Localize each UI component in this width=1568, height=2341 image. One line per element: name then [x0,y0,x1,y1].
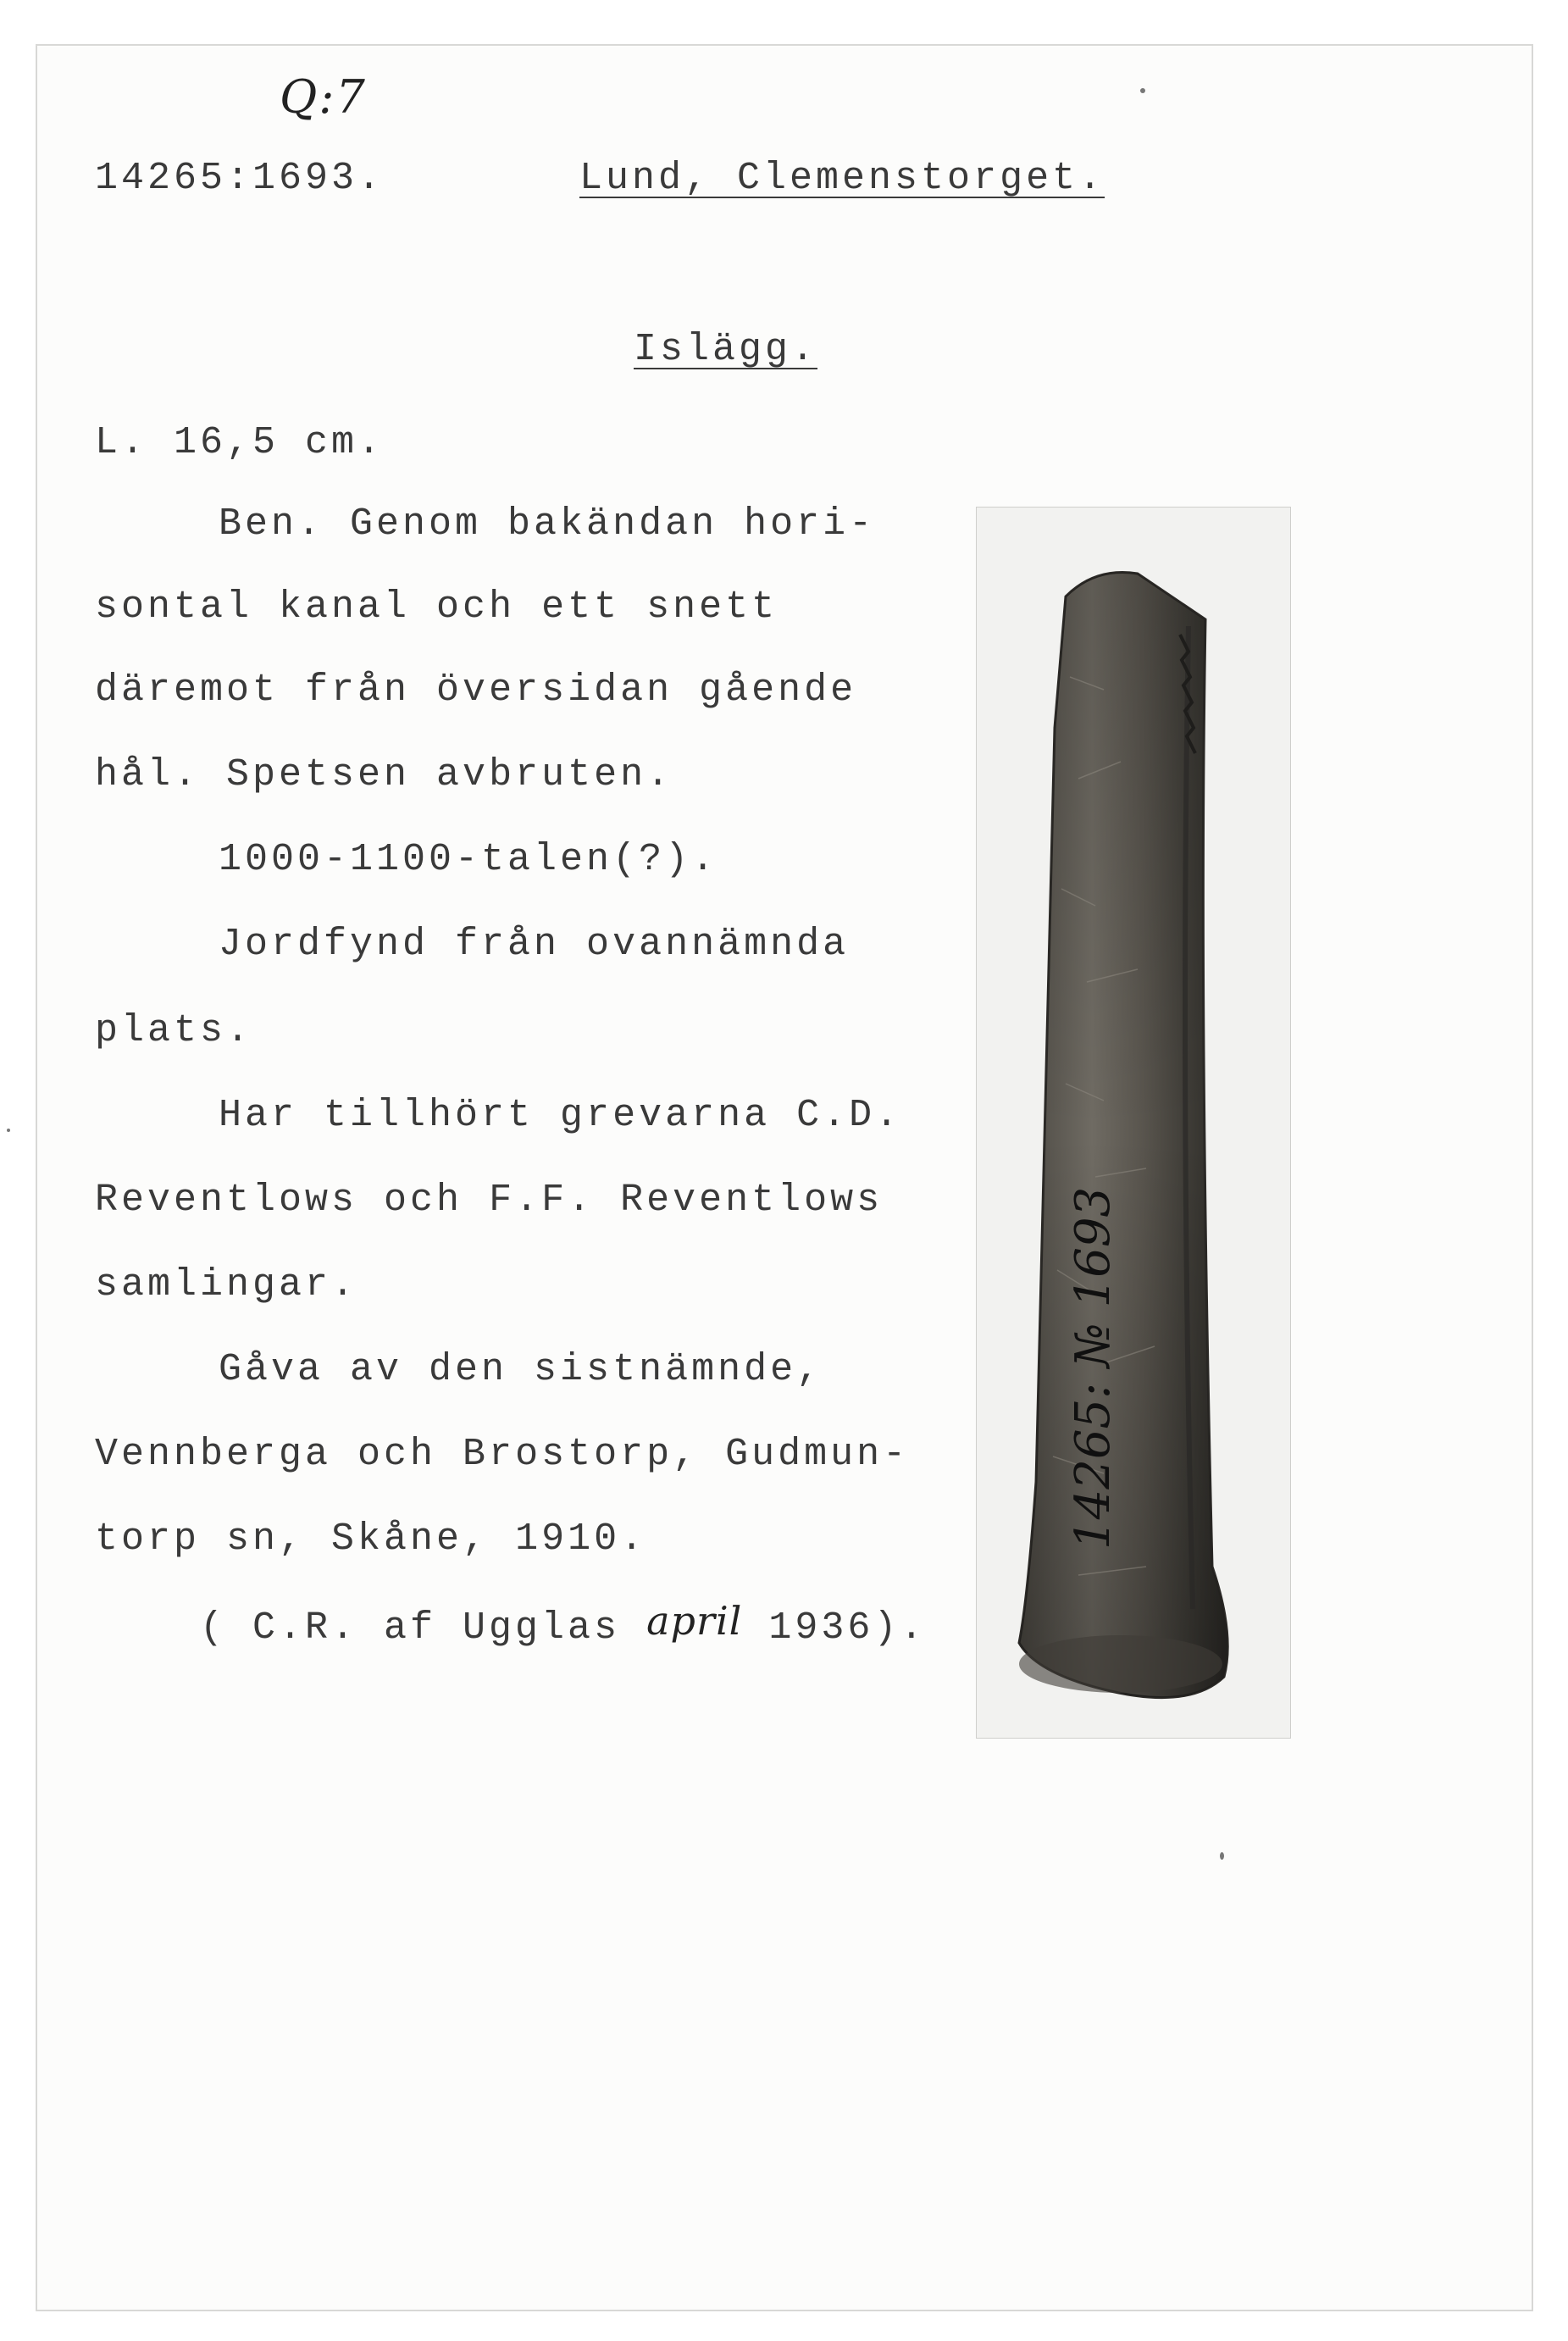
catalog-number: 14265:1693. [95,157,385,200]
provenance-line: Reventlows och F.F. Reventlows [95,1179,884,1222]
object-inscription: 14265: № 1693 [1066,1186,1121,1550]
object-title: Islägg. [634,328,818,371]
shelf-mark: Q:7 [280,70,367,124]
donor-line [200,1598,927,1650]
description-line: sontal kanal och ett snett [95,585,778,629]
scan-speck [1140,88,1145,93]
donation-line: torp sn, Skåne, 1910. [95,1517,647,1561]
dating-line: 1000-1100-talen(?). [219,838,718,881]
object-photograph [976,507,1291,1739]
donation-line: Gåva av den sistnämnde, [219,1348,823,1391]
object-length: L. 16,5 cm. [95,421,385,464]
donor-prefix: ( C.R. af Ugglas [200,1606,621,1650]
description-line: Ben. Genom bakändan hori- [219,502,876,546]
donation-line: Vennberga och Brostorp, Gudmun- [95,1433,910,1476]
description-line: hål. Spetsen avbruten. [95,753,673,796]
scan-speck [1220,1852,1224,1860]
catalog-card [36,44,1533,2311]
provenance-line: samlingar. [95,1263,358,1306]
provenance-line: Har tillhört grevarna C.D. [219,1094,902,1137]
scan-speck [7,1129,10,1132]
donor-month-handwritten: april [646,1598,743,1644]
find-location: Lund, Clemenstorget. [579,157,1105,200]
description-line: däremot från översidan gående [95,668,857,712]
bone-skate-image [977,508,1290,1738]
description-line: plats. [95,1009,253,1052]
description-line: Jordfynd från ovannämnda [219,923,850,966]
donor-year: 1936). [768,1606,927,1650]
